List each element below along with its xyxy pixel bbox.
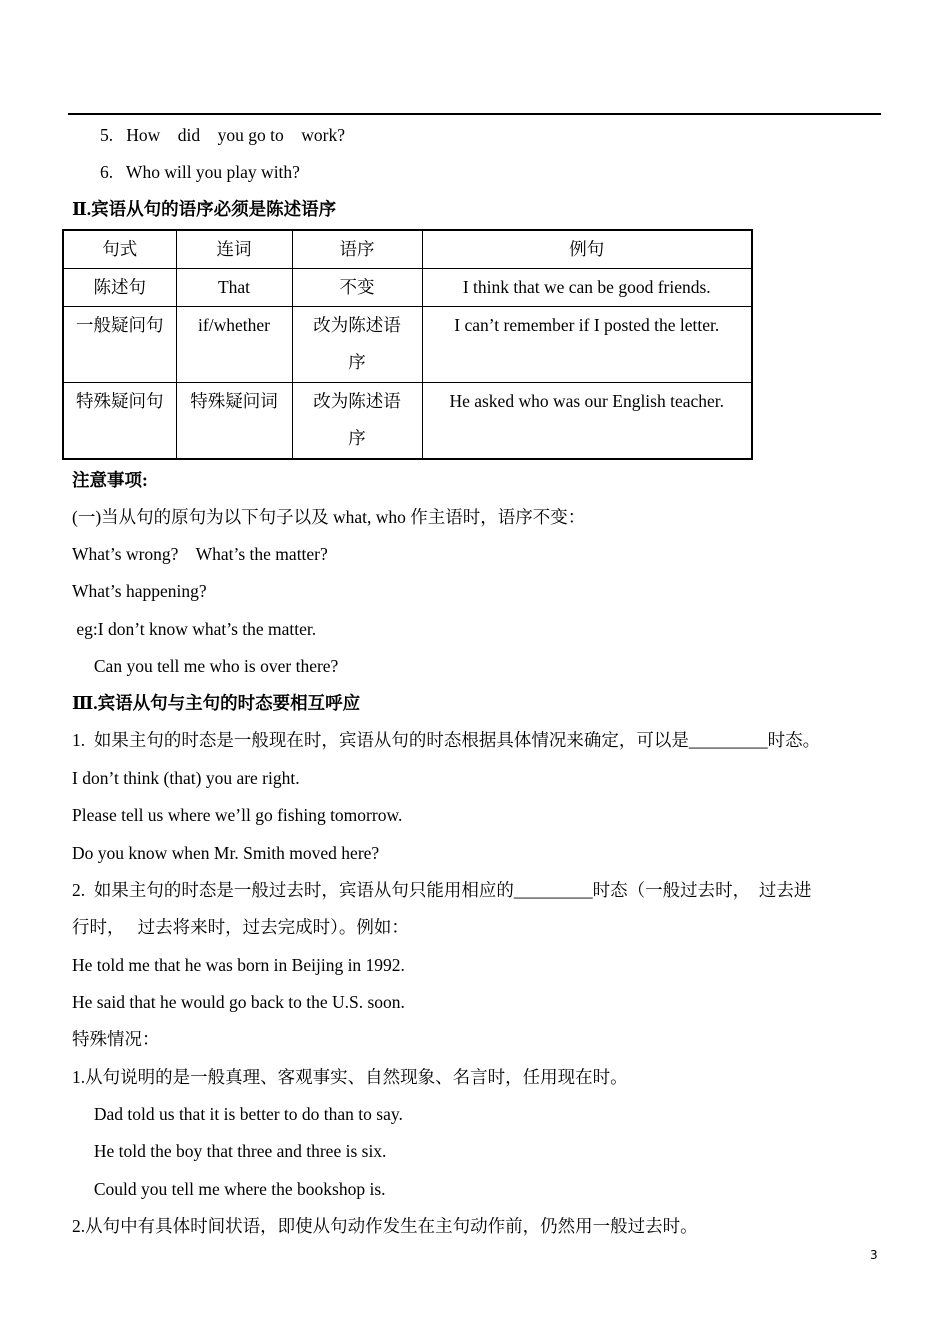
notes-heading: 注意事项: (72, 470, 148, 490)
example-line: What’s wrong? What’s the matter? (72, 544, 328, 564)
section-3-heading: Ⅲ.宾语从句与主句的时态要相互呼应 (72, 693, 361, 713)
table-header-cell: 连词 (176, 230, 292, 269)
example-line: He said that he would go back to the U.S. soon. (72, 992, 405, 1012)
tense-rule-1: 1. 如果主句的时态是一般现在时，宾语从句的时态根据具体情况来确定，可以是_________时态。 (72, 730, 821, 750)
table-row (63, 269, 752, 307)
special-rule-2: 2.从句中有具体时间状语，即使从句动作发生在主句动作前，仍然用一般过去时。 (72, 1216, 698, 1236)
table-cell: 改为陈述语序 (292, 307, 422, 383)
tense-rule-2-cont: 行时， 过去将来时，过去完成时）。例如： (72, 917, 409, 937)
table-cell: He asked who was our English teacher. (422, 383, 752, 459)
section-2-heading: Ⅱ.宾语从句的语序必须是陈述语序 (72, 199, 337, 219)
note-1: (一)当从句的原句为以下句子以及 what, who 作主语时，语序不变： (72, 507, 586, 527)
word-order-table (62, 229, 753, 460)
special-rule-1: 1.从句说明的是一般真理、客观事实、自然现象、名言时，任用现在时。 (72, 1067, 628, 1087)
table-cell: I think that we can be good friends. (422, 269, 752, 307)
table-header-row (63, 230, 752, 269)
question-5: 5. How did you go to work? (100, 125, 345, 145)
table-cell: 特殊疑问词 (176, 383, 292, 459)
example-line: What’s happening? (72, 581, 207, 601)
table-row (63, 307, 752, 383)
example-line: He told me that he was born in Beijing in 1992. (72, 955, 405, 975)
table-cell: 特殊疑问句 (63, 383, 176, 459)
table-cell: That (176, 269, 292, 307)
example-line: Dad told us that it is better to do than to say. (72, 1104, 403, 1124)
special-heading: 特殊情况： (72, 1029, 160, 1049)
table-row (63, 383, 752, 459)
table-cell: 不变 (292, 269, 422, 307)
table-cell: I can’t remember if I posted the letter. (422, 307, 752, 383)
table-cell: if/whether (176, 307, 292, 383)
header-rule (68, 113, 881, 115)
table-cell: 陈述句 (63, 269, 176, 307)
example-line: Could you tell me where the bookshop is. (72, 1179, 386, 1199)
example-line: Can you tell me who is over there? (72, 656, 339, 676)
table-cell: 一般疑问句 (63, 307, 176, 383)
question-6: 6. Who will you play with? (100, 162, 300, 182)
example-line: He told the boy that three and three is six. (72, 1141, 387, 1161)
page-number: 3 (870, 1248, 878, 1262)
table-header-cell: 例句 (422, 230, 752, 269)
example-line: Do you know when Mr. Smith moved here? (72, 843, 380, 863)
example-line: I don’t think (that) you are right. (72, 768, 300, 788)
example-line: eg:I don’t know what’s the matter. (72, 619, 317, 639)
table-cell: 改为陈述语序 (292, 383, 422, 459)
tense-rule-2: 2. 如果主句的时态是一般过去时，宾语从句只能用相应的_________时态（一般过去时， 过去进 (72, 880, 812, 900)
table-header-cell: 句式 (63, 230, 176, 269)
table-header-cell: 语序 (292, 230, 422, 269)
example-line: Please tell us where we’ll go fishing tomorrow. (72, 805, 403, 825)
